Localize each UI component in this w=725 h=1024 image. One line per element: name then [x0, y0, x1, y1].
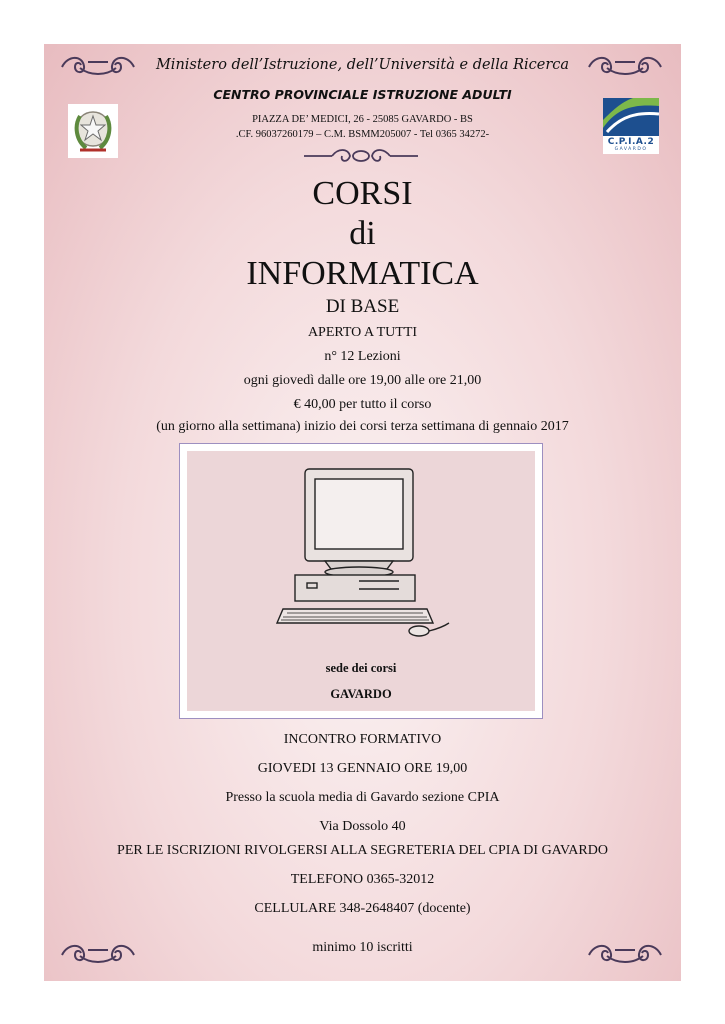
info-price: € 40,00 per tutto il corso	[293, 397, 432, 412]
footer-minimum: minimo 10 iscritti	[312, 940, 413, 955]
cpia-logo	[603, 98, 659, 154]
caption-gavardo: GAVARDO	[330, 687, 392, 701]
info-schedule: ogni giovedì dalle ore 19,00 alle ore 21,00	[243, 373, 482, 388]
codes-line: .CF. 96037260179 – C.M. BSMM205007 - Tel 0365 34272-	[235, 129, 490, 140]
cpia-logo-text: C.P.I.A.2	[607, 137, 655, 147]
cpia-logo-subtext: GAVARDO	[614, 147, 648, 152]
info-lessons: n° 12 Lezioni	[324, 349, 401, 364]
footer-place: Presso la scuola media di Gavardo sezione CPIA	[225, 790, 500, 805]
footer-date: GIOVEDI 13 GENNAIO ORE 19,00	[257, 761, 468, 776]
ornament-divider-icon	[302, 146, 420, 166]
title-informatica: INFORMATICA	[246, 255, 479, 292]
title-di-base: DI BASE	[325, 296, 400, 317]
footer-meeting: INCONTRO FORMATIVO	[283, 732, 442, 747]
computer-illustration	[187, 451, 535, 711]
info-start: (un giorno alla settimana) inizio dei corsi terza settimana di gennaio 2017	[156, 419, 569, 434]
footer-street: Via Dossolo 40	[319, 819, 406, 834]
footer-phone: TELEFONO 0365-32012	[290, 872, 435, 887]
address-line: PIAZZA DE’ MEDICI, 26 - 25085 GAVARDO - BS	[252, 114, 473, 125]
centro-heading: CENTRO PROVINCIALE ISTRUZIONE ADULTI	[213, 87, 512, 102]
ministry-heading: Ministero dell’Istruzione, dell’Università e della Ricerca	[155, 57, 570, 73]
title-di: di	[349, 215, 376, 252]
computer-illustration-frame	[179, 443, 543, 719]
info-open: APERTO A TUTTI	[307, 325, 418, 340]
footer-enroll: PER LE ISCRIZIONI RIVOLGERSI ALLA SEGRETERIA DEL CPIA DI GAVARDO	[117, 843, 608, 858]
footer-mobile: CELLULARE 348-2648407 (docente)	[254, 901, 471, 916]
title-corsi: CORSI	[312, 175, 413, 212]
caption-sede: sede dei corsi	[325, 661, 397, 675]
